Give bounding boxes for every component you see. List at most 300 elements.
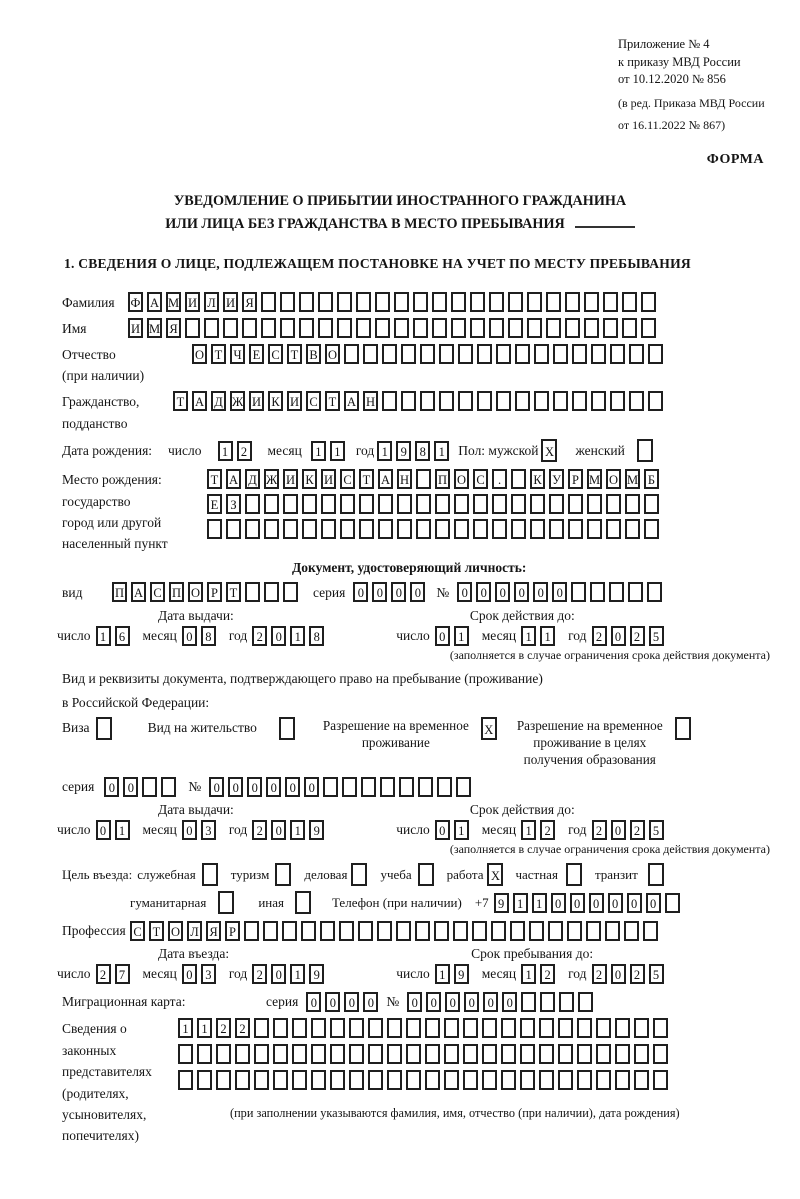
char-box[interactable]: 1 bbox=[290, 820, 305, 840]
char-box[interactable]: 8 bbox=[415, 441, 430, 461]
char-box[interactable] bbox=[378, 519, 393, 539]
char-box[interactable] bbox=[520, 1018, 535, 1038]
char-box[interactable] bbox=[511, 469, 526, 489]
residence-expiry-month-input[interactable] bbox=[521, 820, 559, 840]
identity-issue-year-input[interactable] bbox=[252, 626, 328, 646]
char-box[interactable] bbox=[282, 921, 297, 941]
char-box[interactable] bbox=[245, 494, 260, 514]
char-box[interactable]: 9 bbox=[454, 964, 469, 984]
purpose-study-checkbox[interactable] bbox=[418, 863, 438, 886]
char-box[interactable] bbox=[496, 391, 511, 411]
doc-series-input[interactable] bbox=[353, 582, 429, 602]
char-box[interactable]: Л bbox=[187, 921, 202, 941]
char-box[interactable] bbox=[628, 582, 643, 602]
char-box[interactable]: В bbox=[306, 344, 321, 364]
char-box[interactable] bbox=[477, 344, 492, 364]
char-box[interactable]: С bbox=[340, 469, 355, 489]
char-box[interactable] bbox=[413, 292, 428, 312]
char-box[interactable] bbox=[396, 921, 411, 941]
purpose-private-checkbox[interactable] bbox=[566, 863, 586, 886]
char-box[interactable]: 0 bbox=[457, 582, 472, 602]
char-box[interactable] bbox=[520, 1044, 535, 1064]
char-box[interactable] bbox=[647, 582, 662, 602]
char-box[interactable] bbox=[439, 344, 454, 364]
profession-input[interactable] bbox=[130, 921, 662, 941]
char-box[interactable]: О bbox=[192, 344, 207, 364]
char-box[interactable]: А bbox=[147, 292, 162, 312]
purpose-work-checkbox[interactable] bbox=[487, 863, 507, 886]
char-box[interactable]: Т bbox=[173, 391, 188, 411]
char-box[interactable] bbox=[534, 391, 549, 411]
char-box[interactable]: 1 bbox=[96, 626, 111, 646]
char-box[interactable]: О bbox=[168, 921, 183, 941]
char-box[interactable]: П bbox=[169, 582, 184, 602]
char-box[interactable] bbox=[596, 1044, 611, 1064]
char-box[interactable] bbox=[358, 921, 373, 941]
char-box[interactable]: З bbox=[226, 494, 241, 514]
char-box[interactable] bbox=[641, 292, 656, 312]
char-box[interactable] bbox=[482, 1044, 497, 1064]
char-box[interactable] bbox=[432, 292, 447, 312]
char-box[interactable]: М bbox=[625, 469, 640, 489]
char-box[interactable] bbox=[420, 391, 435, 411]
char-box[interactable]: 0 bbox=[483, 992, 498, 1012]
representatives-row1-input[interactable] bbox=[178, 1018, 680, 1038]
char-box[interactable] bbox=[565, 292, 580, 312]
char-box[interactable]: 5 bbox=[649, 626, 664, 646]
char-box[interactable] bbox=[610, 344, 625, 364]
purpose-transit-checkbox[interactable] bbox=[648, 863, 668, 886]
char-box[interactable]: И bbox=[185, 292, 200, 312]
char-box[interactable] bbox=[527, 292, 542, 312]
char-box[interactable] bbox=[161, 777, 176, 797]
char-box[interactable] bbox=[527, 318, 542, 338]
char-box[interactable] bbox=[394, 292, 409, 312]
char-box[interactable]: 2 bbox=[630, 626, 645, 646]
char-box[interactable]: 9 bbox=[309, 964, 324, 984]
char-box[interactable]: Ч bbox=[230, 344, 245, 364]
char-box[interactable] bbox=[451, 318, 466, 338]
char-box[interactable]: 0 bbox=[344, 992, 359, 1012]
purpose-tourism-checkbox[interactable] bbox=[275, 863, 295, 886]
char-box[interactable] bbox=[356, 318, 371, 338]
char-box[interactable]: X bbox=[487, 863, 503, 886]
char-box[interactable] bbox=[435, 519, 450, 539]
char-box[interactable]: 0 bbox=[495, 582, 510, 602]
char-box[interactable]: 1 bbox=[330, 441, 345, 461]
char-box[interactable]: И bbox=[283, 469, 298, 489]
doc-kind-input[interactable] bbox=[112, 582, 302, 602]
char-box[interactable] bbox=[653, 1018, 668, 1038]
visa-checkbox[interactable] bbox=[96, 717, 116, 740]
char-box[interactable] bbox=[218, 891, 234, 914]
char-box[interactable] bbox=[648, 391, 663, 411]
citizenship-input[interactable] bbox=[173, 391, 667, 411]
char-box[interactable]: Т bbox=[211, 344, 226, 364]
char-box[interactable] bbox=[223, 318, 238, 338]
doc-number-input[interactable] bbox=[457, 582, 666, 602]
char-box[interactable]: 0 bbox=[410, 582, 425, 602]
char-box[interactable] bbox=[610, 391, 625, 411]
char-box[interactable] bbox=[622, 318, 637, 338]
stay-month-input[interactable] bbox=[521, 964, 559, 984]
char-box[interactable] bbox=[207, 519, 222, 539]
char-box[interactable] bbox=[254, 1018, 269, 1038]
char-box[interactable] bbox=[584, 318, 599, 338]
char-box[interactable]: Р bbox=[568, 469, 583, 489]
char-box[interactable]: 0 bbox=[551, 893, 566, 913]
char-box[interactable] bbox=[584, 292, 599, 312]
char-box[interactable]: 1 bbox=[290, 964, 305, 984]
char-box[interactable] bbox=[275, 863, 291, 886]
char-box[interactable] bbox=[511, 494, 526, 514]
char-box[interactable]: 0 bbox=[435, 820, 450, 840]
char-box[interactable] bbox=[539, 1070, 554, 1090]
char-box[interactable]: 2 bbox=[592, 964, 607, 984]
char-box[interactable] bbox=[496, 344, 511, 364]
char-box[interactable]: Т bbox=[359, 469, 374, 489]
char-box[interactable] bbox=[521, 992, 536, 1012]
char-box[interactable] bbox=[142, 777, 157, 797]
char-box[interactable] bbox=[572, 344, 587, 364]
char-box[interactable] bbox=[492, 494, 507, 514]
char-box[interactable] bbox=[280, 292, 295, 312]
char-box[interactable]: С bbox=[473, 469, 488, 489]
char-box[interactable] bbox=[292, 1018, 307, 1038]
char-box[interactable]: 9 bbox=[494, 893, 509, 913]
char-box[interactable] bbox=[648, 344, 663, 364]
char-box[interactable] bbox=[420, 344, 435, 364]
char-box[interactable] bbox=[665, 893, 680, 913]
representatives-row3-input[interactable] bbox=[178, 1070, 680, 1090]
char-box[interactable]: С bbox=[130, 921, 145, 941]
migration-series-input[interactable] bbox=[306, 992, 382, 1012]
char-box[interactable]: 0 bbox=[608, 893, 623, 913]
char-box[interactable]: О bbox=[606, 469, 621, 489]
char-box[interactable] bbox=[254, 1070, 269, 1090]
char-box[interactable]: 1 bbox=[521, 626, 536, 646]
char-box[interactable] bbox=[456, 777, 471, 797]
char-box[interactable] bbox=[629, 344, 644, 364]
char-box[interactable] bbox=[492, 519, 507, 539]
identity-expiry-month-input[interactable] bbox=[521, 626, 559, 646]
char-box[interactable] bbox=[339, 921, 354, 941]
sex-male-checkbox[interactable] bbox=[541, 439, 561, 462]
char-box[interactable] bbox=[235, 1070, 250, 1090]
char-box[interactable]: О bbox=[325, 344, 340, 364]
char-box[interactable] bbox=[406, 1070, 421, 1090]
char-box[interactable] bbox=[311, 1018, 326, 1038]
char-box[interactable] bbox=[356, 292, 371, 312]
char-box[interactable]: 9 bbox=[309, 820, 324, 840]
char-box[interactable] bbox=[473, 494, 488, 514]
char-box[interactable] bbox=[254, 1044, 269, 1064]
char-box[interactable] bbox=[501, 1044, 516, 1064]
char-box[interactable]: 0 bbox=[611, 964, 626, 984]
residence-expiry-day-input[interactable] bbox=[435, 820, 473, 840]
char-box[interactable] bbox=[472, 921, 487, 941]
char-box[interactable]: 1 bbox=[513, 893, 528, 913]
char-box[interactable] bbox=[264, 519, 279, 539]
char-box[interactable] bbox=[530, 494, 545, 514]
char-box[interactable]: 0 bbox=[353, 582, 368, 602]
char-box[interactable] bbox=[463, 1018, 478, 1038]
char-box[interactable] bbox=[283, 582, 298, 602]
char-box[interactable]: 0 bbox=[552, 582, 567, 602]
char-box[interactable]: Ф bbox=[128, 292, 143, 312]
char-box[interactable] bbox=[96, 717, 112, 740]
char-box[interactable] bbox=[530, 519, 545, 539]
char-box[interactable]: А bbox=[192, 391, 207, 411]
representatives-row2-input[interactable] bbox=[178, 1044, 680, 1064]
char-box[interactable] bbox=[387, 1044, 402, 1064]
char-box[interactable] bbox=[244, 921, 259, 941]
char-box[interactable] bbox=[295, 891, 311, 914]
char-box[interactable]: 0 bbox=[271, 626, 286, 646]
char-box[interactable]: И bbox=[223, 292, 238, 312]
char-box[interactable]: Р bbox=[225, 921, 240, 941]
phone-input[interactable] bbox=[494, 893, 684, 913]
char-box[interactable] bbox=[382, 344, 397, 364]
char-box[interactable] bbox=[321, 519, 336, 539]
char-box[interactable]: 2 bbox=[237, 441, 252, 461]
char-box[interactable]: 0 bbox=[570, 893, 585, 913]
char-box[interactable] bbox=[418, 863, 434, 886]
char-box[interactable] bbox=[394, 318, 409, 338]
char-box[interactable] bbox=[558, 1070, 573, 1090]
char-box[interactable]: 0 bbox=[104, 777, 119, 797]
stay-year-input[interactable] bbox=[592, 964, 668, 984]
char-box[interactable]: 2 bbox=[592, 626, 607, 646]
char-box[interactable]: П bbox=[112, 582, 127, 602]
char-box[interactable] bbox=[559, 992, 574, 1012]
char-box[interactable] bbox=[577, 1018, 592, 1038]
char-box[interactable] bbox=[482, 1018, 497, 1038]
char-box[interactable]: 0 bbox=[514, 582, 529, 602]
residence-permit-checkbox[interactable] bbox=[279, 717, 299, 740]
char-box[interactable]: 0 bbox=[182, 626, 197, 646]
char-box[interactable] bbox=[397, 519, 412, 539]
char-box[interactable] bbox=[323, 777, 338, 797]
char-box[interactable] bbox=[463, 1044, 478, 1064]
char-box[interactable]: Ж bbox=[230, 391, 245, 411]
char-box[interactable]: К bbox=[530, 469, 545, 489]
char-box[interactable]: И bbox=[287, 391, 302, 411]
char-box[interactable] bbox=[197, 1044, 212, 1064]
char-box[interactable]: 1 bbox=[290, 626, 305, 646]
char-box[interactable]: Т bbox=[325, 391, 340, 411]
char-box[interactable] bbox=[330, 1044, 345, 1064]
char-box[interactable] bbox=[264, 494, 279, 514]
char-box[interactable]: 0 bbox=[646, 893, 661, 913]
char-box[interactable] bbox=[470, 292, 485, 312]
residence-issue-day-input[interactable] bbox=[96, 820, 134, 840]
char-box[interactable] bbox=[401, 344, 416, 364]
char-box[interactable]: Я bbox=[166, 318, 181, 338]
char-box[interactable] bbox=[675, 717, 691, 740]
char-box[interactable] bbox=[261, 318, 276, 338]
char-box[interactable]: . bbox=[492, 469, 507, 489]
char-box[interactable] bbox=[432, 318, 447, 338]
char-box[interactable]: М bbox=[147, 318, 162, 338]
char-box[interactable] bbox=[454, 519, 469, 539]
char-box[interactable]: 0 bbox=[182, 820, 197, 840]
char-box[interactable]: С bbox=[306, 391, 321, 411]
identity-issue-month-input[interactable] bbox=[182, 626, 220, 646]
char-box[interactable] bbox=[549, 519, 564, 539]
char-box[interactable]: И bbox=[321, 469, 336, 489]
char-box[interactable]: Н bbox=[363, 391, 378, 411]
char-box[interactable]: Л bbox=[204, 292, 219, 312]
char-box[interactable] bbox=[477, 391, 492, 411]
char-box[interactable]: 0 bbox=[96, 820, 111, 840]
char-box[interactable]: 0 bbox=[502, 992, 517, 1012]
char-box[interactable]: А bbox=[344, 391, 359, 411]
char-box[interactable]: 1 bbox=[521, 964, 536, 984]
char-box[interactable] bbox=[242, 318, 257, 338]
char-box[interactable]: О bbox=[188, 582, 203, 602]
char-box[interactable] bbox=[302, 494, 317, 514]
char-box[interactable] bbox=[568, 494, 583, 514]
char-box[interactable] bbox=[406, 1044, 421, 1064]
residence-number-input[interactable] bbox=[209, 777, 475, 797]
char-box[interactable] bbox=[578, 992, 593, 1012]
char-box[interactable]: И bbox=[249, 391, 264, 411]
char-box[interactable] bbox=[425, 1018, 440, 1038]
char-box[interactable]: К bbox=[302, 469, 317, 489]
char-box[interactable] bbox=[470, 318, 485, 338]
char-box[interactable] bbox=[311, 1044, 326, 1064]
char-box[interactable] bbox=[549, 494, 564, 514]
char-box[interactable]: Я bbox=[206, 921, 221, 941]
char-box[interactable]: 0 bbox=[182, 964, 197, 984]
char-box[interactable] bbox=[565, 318, 580, 338]
char-box[interactable]: Е bbox=[249, 344, 264, 364]
char-box[interactable]: М bbox=[166, 292, 181, 312]
char-box[interactable]: 0 bbox=[407, 992, 422, 1012]
char-box[interactable]: 1 bbox=[197, 1018, 212, 1038]
char-box[interactable]: Е bbox=[207, 494, 222, 514]
char-box[interactable] bbox=[340, 519, 355, 539]
identity-issue-day-input[interactable] bbox=[96, 626, 134, 646]
stay-day-input[interactable] bbox=[435, 964, 473, 984]
char-box[interactable]: У bbox=[549, 469, 564, 489]
char-box[interactable] bbox=[586, 921, 601, 941]
char-box[interactable] bbox=[491, 921, 506, 941]
char-box[interactable]: К bbox=[268, 391, 283, 411]
char-box[interactable]: 0 bbox=[426, 992, 441, 1012]
char-box[interactable]: С bbox=[268, 344, 283, 364]
char-box[interactable]: 0 bbox=[209, 777, 224, 797]
char-box[interactable] bbox=[511, 519, 526, 539]
char-box[interactable] bbox=[510, 921, 525, 941]
name-input[interactable] bbox=[128, 318, 660, 338]
char-box[interactable]: 0 bbox=[228, 777, 243, 797]
char-box[interactable] bbox=[539, 1044, 554, 1064]
char-box[interactable] bbox=[368, 1044, 383, 1064]
char-box[interactable]: 0 bbox=[627, 893, 642, 913]
char-box[interactable] bbox=[321, 494, 336, 514]
char-box[interactable] bbox=[302, 519, 317, 539]
char-box[interactable]: 2 bbox=[630, 820, 645, 840]
char-box[interactable] bbox=[603, 318, 618, 338]
char-box[interactable]: 3 bbox=[201, 820, 216, 840]
char-box[interactable] bbox=[413, 318, 428, 338]
char-box[interactable] bbox=[558, 1044, 573, 1064]
char-box[interactable]: 0 bbox=[271, 964, 286, 984]
char-box[interactable] bbox=[401, 391, 416, 411]
char-box[interactable]: 1 bbox=[454, 626, 469, 646]
char-box[interactable]: 0 bbox=[533, 582, 548, 602]
char-box[interactable]: 0 bbox=[285, 777, 300, 797]
char-box[interactable] bbox=[178, 1070, 193, 1090]
char-box[interactable] bbox=[375, 318, 390, 338]
char-box[interactable] bbox=[625, 494, 640, 514]
char-box[interactable] bbox=[458, 391, 473, 411]
char-box[interactable] bbox=[508, 318, 523, 338]
char-box[interactable] bbox=[463, 1070, 478, 1090]
char-box[interactable] bbox=[571, 582, 586, 602]
surname-input[interactable] bbox=[128, 292, 660, 312]
residence-expiry-year-input[interactable] bbox=[592, 820, 668, 840]
char-box[interactable] bbox=[425, 1070, 440, 1090]
char-box[interactable] bbox=[596, 1070, 611, 1090]
char-box[interactable] bbox=[216, 1044, 231, 1064]
char-box[interactable]: 2 bbox=[252, 626, 267, 646]
char-box[interactable] bbox=[416, 469, 431, 489]
char-box[interactable]: 9 bbox=[396, 441, 411, 461]
char-box[interactable] bbox=[264, 582, 279, 602]
char-box[interactable] bbox=[380, 777, 395, 797]
char-box[interactable] bbox=[515, 344, 530, 364]
char-box[interactable]: 0 bbox=[123, 777, 138, 797]
char-box[interactable]: О bbox=[454, 469, 469, 489]
char-box[interactable] bbox=[609, 582, 624, 602]
char-box[interactable]: 8 bbox=[201, 626, 216, 646]
char-box[interactable] bbox=[591, 391, 606, 411]
purpose-commercial-checkbox[interactable] bbox=[351, 863, 371, 886]
char-box[interactable] bbox=[311, 1070, 326, 1090]
char-box[interactable] bbox=[245, 519, 260, 539]
char-box[interactable] bbox=[634, 1018, 649, 1038]
char-box[interactable] bbox=[622, 292, 637, 312]
char-box[interactable]: 0 bbox=[304, 777, 319, 797]
char-box[interactable]: 1 bbox=[311, 441, 326, 461]
char-box[interactable] bbox=[397, 494, 412, 514]
char-box[interactable] bbox=[280, 318, 295, 338]
char-box[interactable] bbox=[568, 519, 583, 539]
char-box[interactable]: 1 bbox=[435, 964, 450, 984]
char-box[interactable] bbox=[378, 494, 393, 514]
char-box[interactable] bbox=[361, 777, 376, 797]
char-box[interactable] bbox=[387, 1018, 402, 1038]
residence-series-input[interactable] bbox=[104, 777, 180, 797]
char-box[interactable] bbox=[273, 1070, 288, 1090]
char-box[interactable]: М bbox=[587, 469, 602, 489]
entry-day-input[interactable] bbox=[96, 964, 134, 984]
char-box[interactable] bbox=[415, 921, 430, 941]
purpose-other-checkbox[interactable] bbox=[295, 891, 315, 914]
char-box[interactable] bbox=[273, 1044, 288, 1064]
char-box[interactable]: 0 bbox=[589, 893, 604, 913]
patronymic-input[interactable] bbox=[192, 344, 667, 364]
char-box[interactable] bbox=[625, 519, 640, 539]
char-box[interactable] bbox=[349, 1018, 364, 1038]
entry-month-input[interactable] bbox=[182, 964, 220, 984]
temp-permit-checkbox[interactable] bbox=[481, 717, 501, 740]
residence-issue-year-input[interactable] bbox=[252, 820, 328, 840]
char-box[interactable] bbox=[425, 1044, 440, 1064]
